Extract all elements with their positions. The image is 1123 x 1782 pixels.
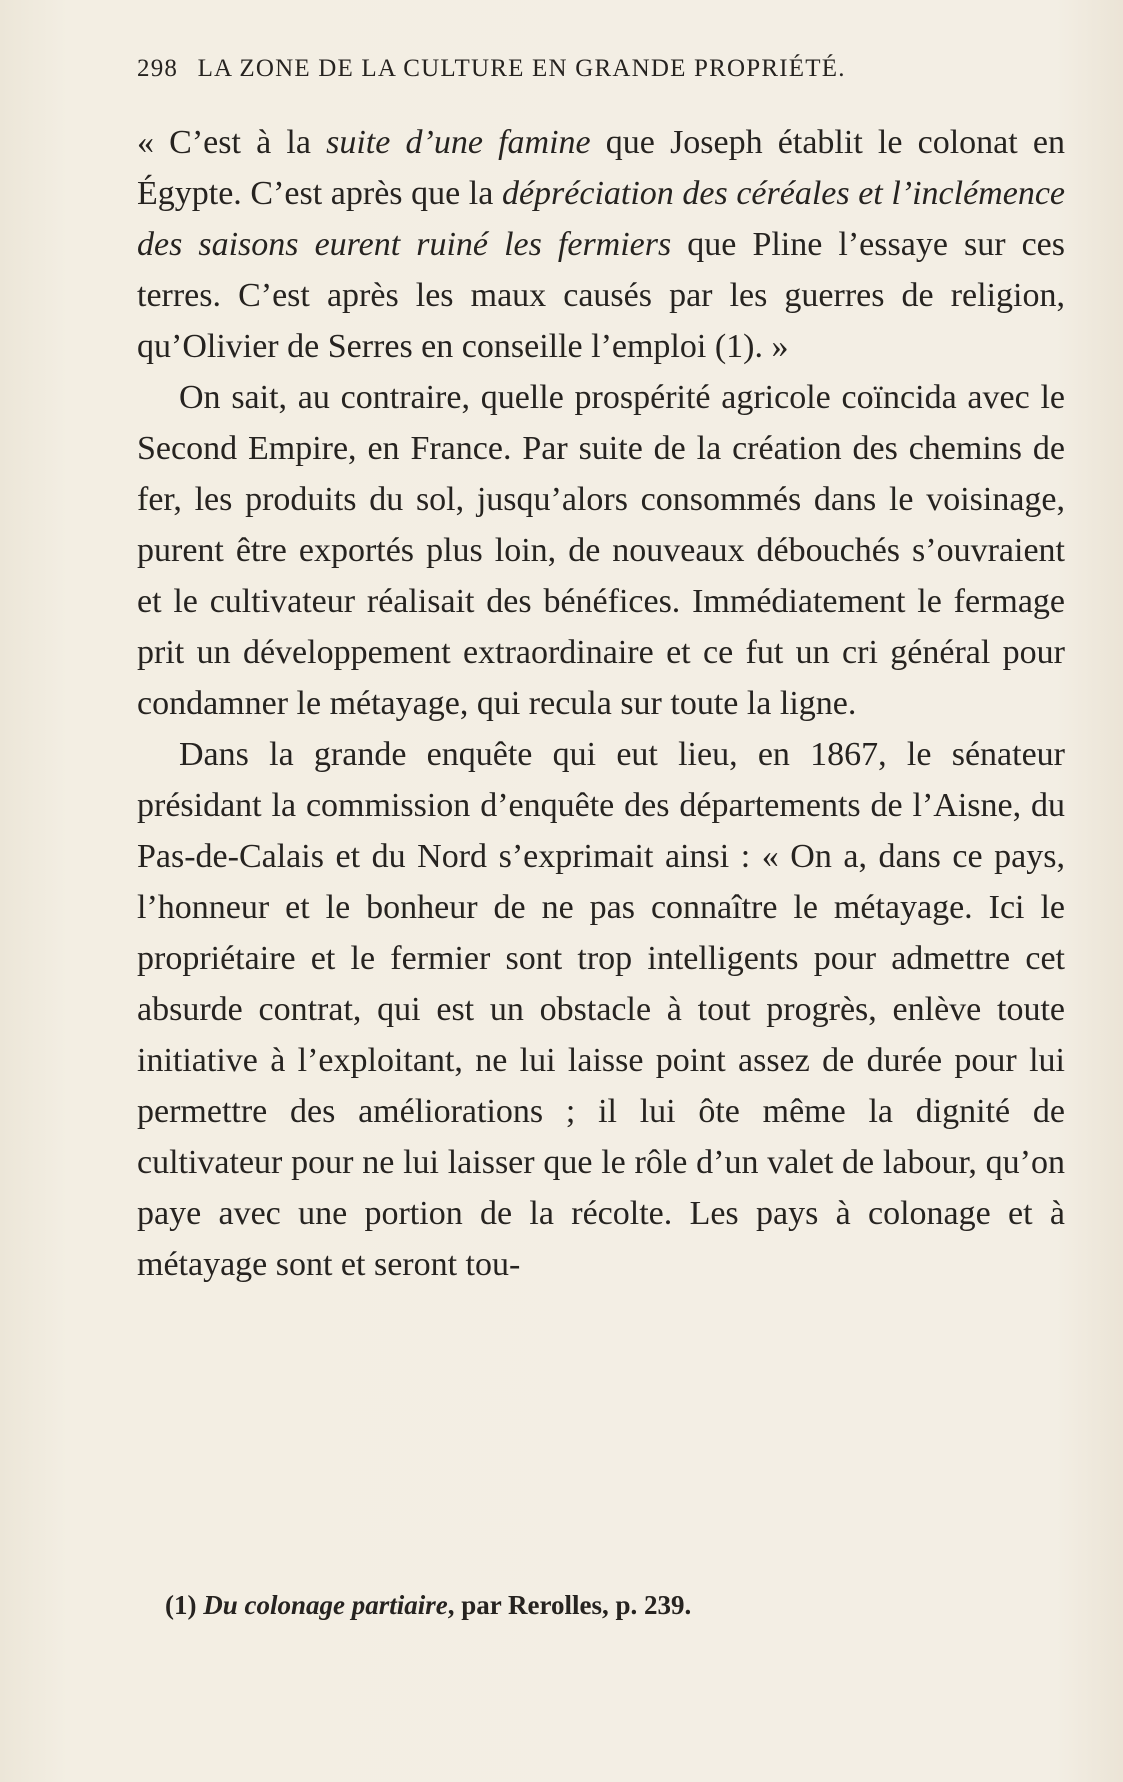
page-number: 298 <box>137 55 179 82</box>
running-title: LA ZONE DE LA CULTURE EN GRANDE PROPRIÉTÉ. <box>197 55 846 82</box>
paragraph-1-text-b: que Joseph établit le colonat en Égypte. C’est après que la <box>137 124 1065 212</box>
footnote-title: Du colonage partiaire <box>203 1590 448 1620</box>
paragraph-1-italic-a: suite d’une famine <box>326 124 591 161</box>
paragraph-quote-continuation <box>137 117 1065 372</box>
running-head <box>137 55 1037 83</box>
paragraph-1-text-a: « C’est à la <box>137 124 327 161</box>
footnote-citation: , par Rerolles, p. 239. <box>447 1590 692 1620</box>
body-text <box>137 117 1065 1290</box>
footnote-marker: (1) <box>165 1590 197 1620</box>
footnote <box>165 1590 1025 1621</box>
paragraph-1-italic-b: dépréciation des céréales et l’inclémence des saisons eurent ruiné les fermiers <box>137 175 1065 263</box>
paragraph-second-empire: On sait, au contraire, quelle prospérité agricole coïncida avec le Second Empire, en France. Par suite de la création des chemins de fer, les produits du sol, jusqu’alors consommés dans le voisinage, purent être exportés plus loin, de nouveaux débouchés s’ouvraient et le cultivateur réalisait des bénéfices. Immédiatement le fermage prit un développement extraordinaire et ce fut un cri général pour condamner le métayage, qui recula sur toute la ligne. <box>137 379 1065 722</box>
paragraph-1-text-c: que Pline l’essaye sur ces terres. C’est après les maux causés par les guerres de religion, qu’Olivier de Serres en conseille l’emploi (1). » <box>137 226 1065 365</box>
paragraph-enquete-1867: Dans la grande enquête qui eut lieu, en 1867, le sénateur présidant la commission d’enquête des départements de l’Aisne, du Pas-de-Calais et du Nord s’exprimait ainsi : « On a, dans ce pays, l’honneur et le bonheur de ne pas connaître le métayage. Ici le propriétaire et le fermier sont trop intelligents pour admettre cet absurde contrat, qui est un obstacle à tout progrès, enlève toute initiative à l’exploitant, ne lui laisse point assez de durée pour lui permettre des améliorations ; il lui ôte même la dignité de cultivateur pour ne lui laisser que le rôle d’un valet de labour, qu’on paye avec une portion de la récolte. Les pays à colonage et à métayage sont et seront tou- <box>137 736 1065 1283</box>
